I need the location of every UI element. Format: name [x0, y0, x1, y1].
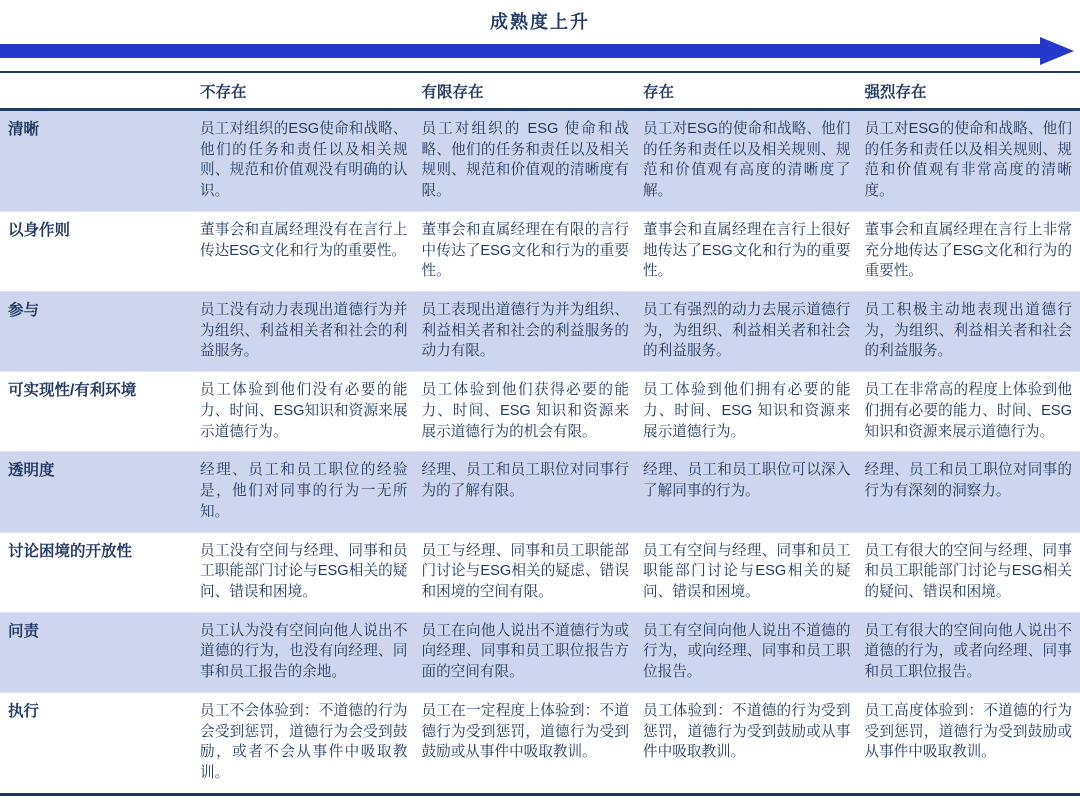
- table-cell: 员工积极主动地表现出道德行为，为组织、利益相关者和社会的利益服务。: [864, 302, 1072, 360]
- table-cell: 员工体验到：不道德的行为受到惩罚，道德行为受到鼓励或从事件中吸取教训。: [643, 702, 851, 761]
- table-row: [0, 451, 1080, 531]
- table-cell: 员工有很大的空间与经理、同事和员工职能部门讨论与ESG相关的疑问、错误和困境。: [864, 542, 1072, 600]
- maturity-arrow: [0, 37, 1080, 65]
- column-header-strong: 强烈存在: [864, 84, 927, 101]
- row-label: 讨论困境的开放性: [8, 542, 133, 560]
- row-label: 透明度: [8, 462, 55, 480]
- table-cell: 员工有强烈的动力去展示道德行为，为组织、利益相关者和社会的利益服务。: [643, 302, 851, 360]
- table-cell: 员工没有空间与经理、同事和员工职能部门讨论与ESG相关的疑问、错误和困境。: [200, 542, 408, 600]
- row-label: 参与: [8, 302, 40, 320]
- table-cell: 董事会和直属经理在有限的言行中传达了ESG文化和行为的重要性。: [421, 221, 629, 280]
- table-row: [0, 111, 1080, 211]
- arrow-right-icon: [1040, 37, 1074, 65]
- row-label: 以身作则: [8, 221, 71, 239]
- table-cell: 员工没有动力表现出道德行为并为组织、利益相关者和社会的利益服务。: [200, 302, 408, 360]
- table-cell: 经理、员工和员工职位对同事的行为有深刻的洞察力。: [864, 462, 1072, 500]
- table-cell: 员工有很大的空间向他人说出不道德的行为，或者向经理、同事和员工职位报告。: [864, 622, 1072, 681]
- column-header-present: 存在: [643, 84, 675, 101]
- table-cell: 经理、员工和员工职位可以深入了解同事的行为。: [643, 462, 851, 500]
- row-label: 执行: [8, 702, 40, 720]
- table-cell: 员工对ESG的使命和战略、他们的任务和责任以及相关规则、规范和价值观有非常高度的清晰度。: [864, 121, 1072, 200]
- table-cell: 员工对组织的ESG使命和战略、他们的任务和责任以及相关规则、规范和价值观没有明确的认识。: [200, 121, 408, 200]
- arrow-bar: [0, 44, 1042, 58]
- table-cell: 员工有空间向他人说出不道德的行为，或向经理、同事和员工职位报告。: [643, 622, 851, 681]
- table-cell: 员工认为没有空间向他人说出不道德的行为，也没有向经理、同事和员工报告的余地。: [200, 622, 408, 681]
- table-cell: 员工对ESG的使命和战略、他们的任务和责任以及相关规则、规范和价值观有高度的清晰度了解。: [643, 121, 851, 200]
- table-row: [0, 532, 1080, 612]
- table-cell: 员工不会体验到：不道德的行为会受到惩罚，道德行为会受到鼓励，或者不会从事件中吸取教训。: [200, 702, 408, 781]
- table-cell: 董事会和直属经理在言行上很好地传达了ESG文化和行为的重要性。: [643, 221, 851, 280]
- table-row: [0, 291, 1080, 371]
- row-label: 清晰: [8, 121, 40, 138]
- table-cell: 员工对组织的 ESG 使命和战略、他们的任务和责任以及相关规则、规范和价值观的清晰度有限。: [421, 121, 629, 200]
- table-cell: 员工高度体验到：不道德的行为受到惩罚，道德行为受到鼓励或从事件中吸取教训。: [864, 702, 1072, 761]
- table-row: [0, 612, 1080, 692]
- table-row: [0, 211, 1080, 291]
- table-cell: 经理、员工和员工职位的经验是，他们对同事的行为一无所知。: [200, 462, 408, 520]
- row-label: 可实现性/有利环境: [8, 382, 137, 400]
- table-cell: 员工在向他人说出不道德行为或向经理、同事和员工职位报告方面的空间有限。: [421, 622, 629, 681]
- maturity-table: [0, 71, 1080, 796]
- table-cell: 员工与经理、同事和员工职能部门讨论与ESG相关的疑虑、错误和困境的空间有限。: [421, 542, 629, 600]
- table-cell: 董事会和直属经理在言行上非常充分地传达了ESG文化和行为的重要性。: [864, 221, 1072, 280]
- table-row: [0, 692, 1080, 793]
- column-header-not-present: 不存在: [200, 84, 247, 101]
- row-label: 问责: [8, 622, 40, 640]
- table-body: [0, 111, 1080, 793]
- table-header-row: [0, 73, 1080, 111]
- table-cell: 经理、员工和员工职位对同事行为的了解有限。: [421, 462, 629, 500]
- table-cell: 员工体验到他们拥有必要的能力、时间、ESG 知识和资源来展示道德行为。: [643, 382, 851, 440]
- column-header-limited: 有限存在: [421, 84, 484, 101]
- table-cell: 员工有空间与经理、同事和员工职能部门讨论与ESG相关的疑问、错误和困境。: [643, 542, 851, 600]
- table-cell: 员工体验到他们没有必要的能力、时间、ESG知识和资源来展示道德行为。: [200, 382, 408, 440]
- table-cell: 员工表现出道德行为并为组织、利益相关者和社会的利益服务的动力有限。: [421, 302, 629, 360]
- table-row: [0, 371, 1080, 451]
- table-cell: 员工在非常高的程度上体验到他们拥有必要的能力、时间、ESG知识和资源来展示道德行为。: [864, 382, 1072, 440]
- table-cell: 董事会和直属经理没有在言行上传达ESG文化和行为的重要性。: [200, 221, 408, 259]
- table-cell: 员工体验到他们获得必要的能力、时间、ESG 知识和资源来展示道德行为的机会有限。: [421, 382, 629, 440]
- maturity-title: 成熟度上升: [490, 12, 590, 32]
- table-cell: 员工在一定程度上体验到：不道德行为受到惩罚，道德行为受到鼓励或从事件中吸取教训。: [421, 702, 629, 761]
- header-spacer: [0, 73, 186, 108]
